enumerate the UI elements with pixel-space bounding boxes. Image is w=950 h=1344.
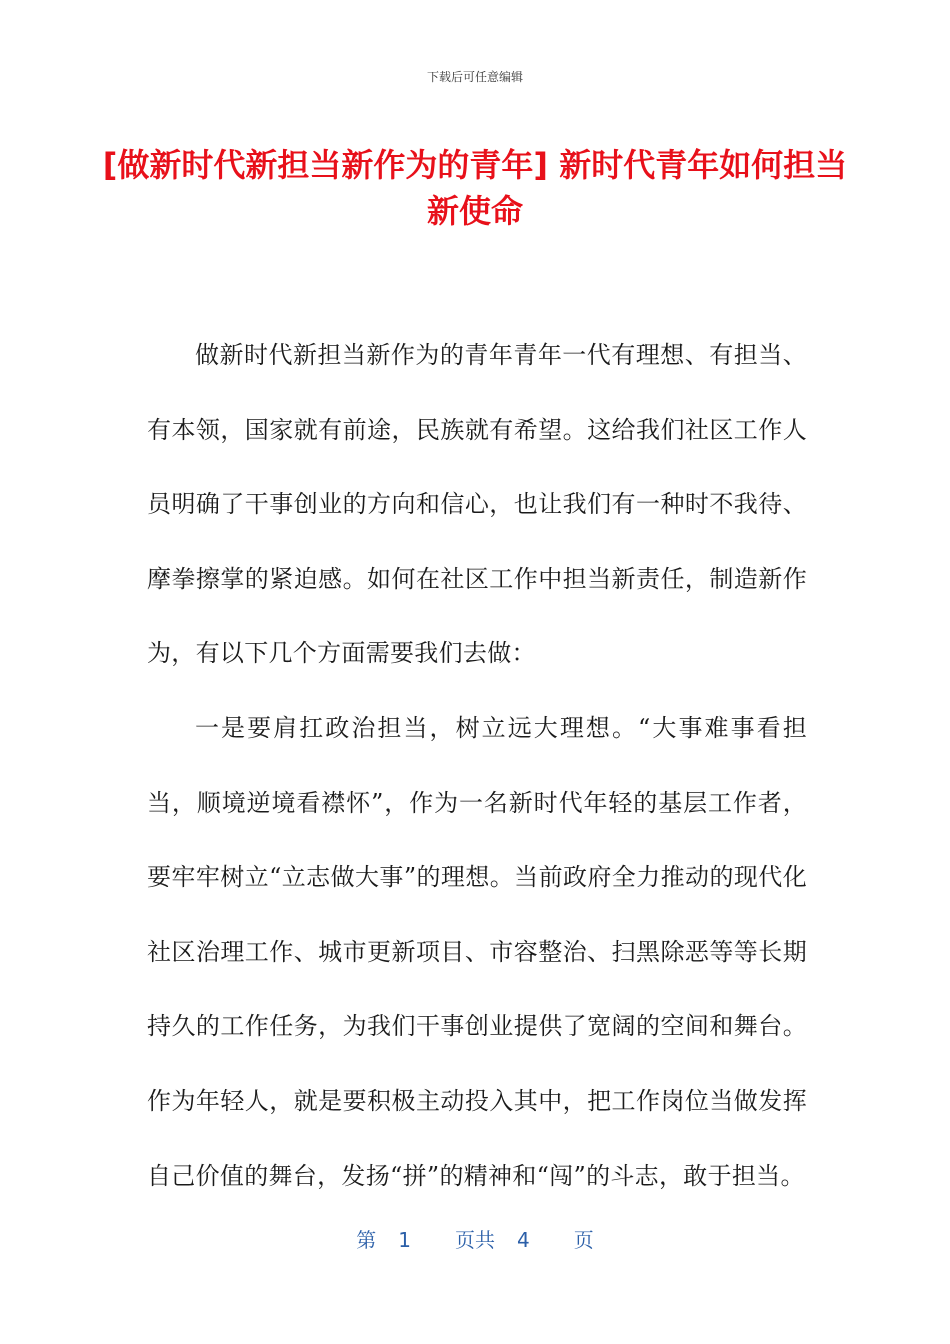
header-note: 下载后可任意编辑 xyxy=(426,70,523,84)
footer-prefix: 第 xyxy=(356,1228,377,1252)
document-title: [做新时代新担当新作为的青年] 新时代青年如何担当新使命 xyxy=(102,146,848,230)
document-body xyxy=(147,318,807,1213)
page-footer xyxy=(0,1224,950,1253)
footer-total-pages: 4 xyxy=(517,1228,530,1252)
footer-middle: 页共 xyxy=(455,1228,495,1252)
paragraph-point-one: 一是要肩扛政治担当，树立远大理想。“大事难事看担当，顺境逆境看襟怀”，作为一名新时代年轻的基层工作者，要牢牢树立“立志做大事”的理想。当前政府全力推动的现代化社区治理工作、城市更新项目、市容整治、扫黑除恶等等长期持久的工作任务，为我们干事创业提供了宽阔的空间和舞台。作为年轻人，就是要积极主动投入其中，把工作岗位当做发挥自己价值的舞台，发扬“拼”的精神和“闯”的斗志，敢于担当。 xyxy=(147,713,807,1190)
footer-suffix: 页 xyxy=(573,1228,594,1252)
paragraph-intro: 做新时代新担当新作为的青年青年一代有理想、有担当、有本领，国家就有前途，民族就有希望。这给我们社区工作人员明确了干事创业的方向和信心，也让我们有一种时不我待、摩拳擦掌的紧迫感。如何在社区工作中担当新责任，制造新作为，有以下几个方面需要我们去做： xyxy=(147,341,807,668)
footer-current-page: 1 xyxy=(398,1228,411,1252)
